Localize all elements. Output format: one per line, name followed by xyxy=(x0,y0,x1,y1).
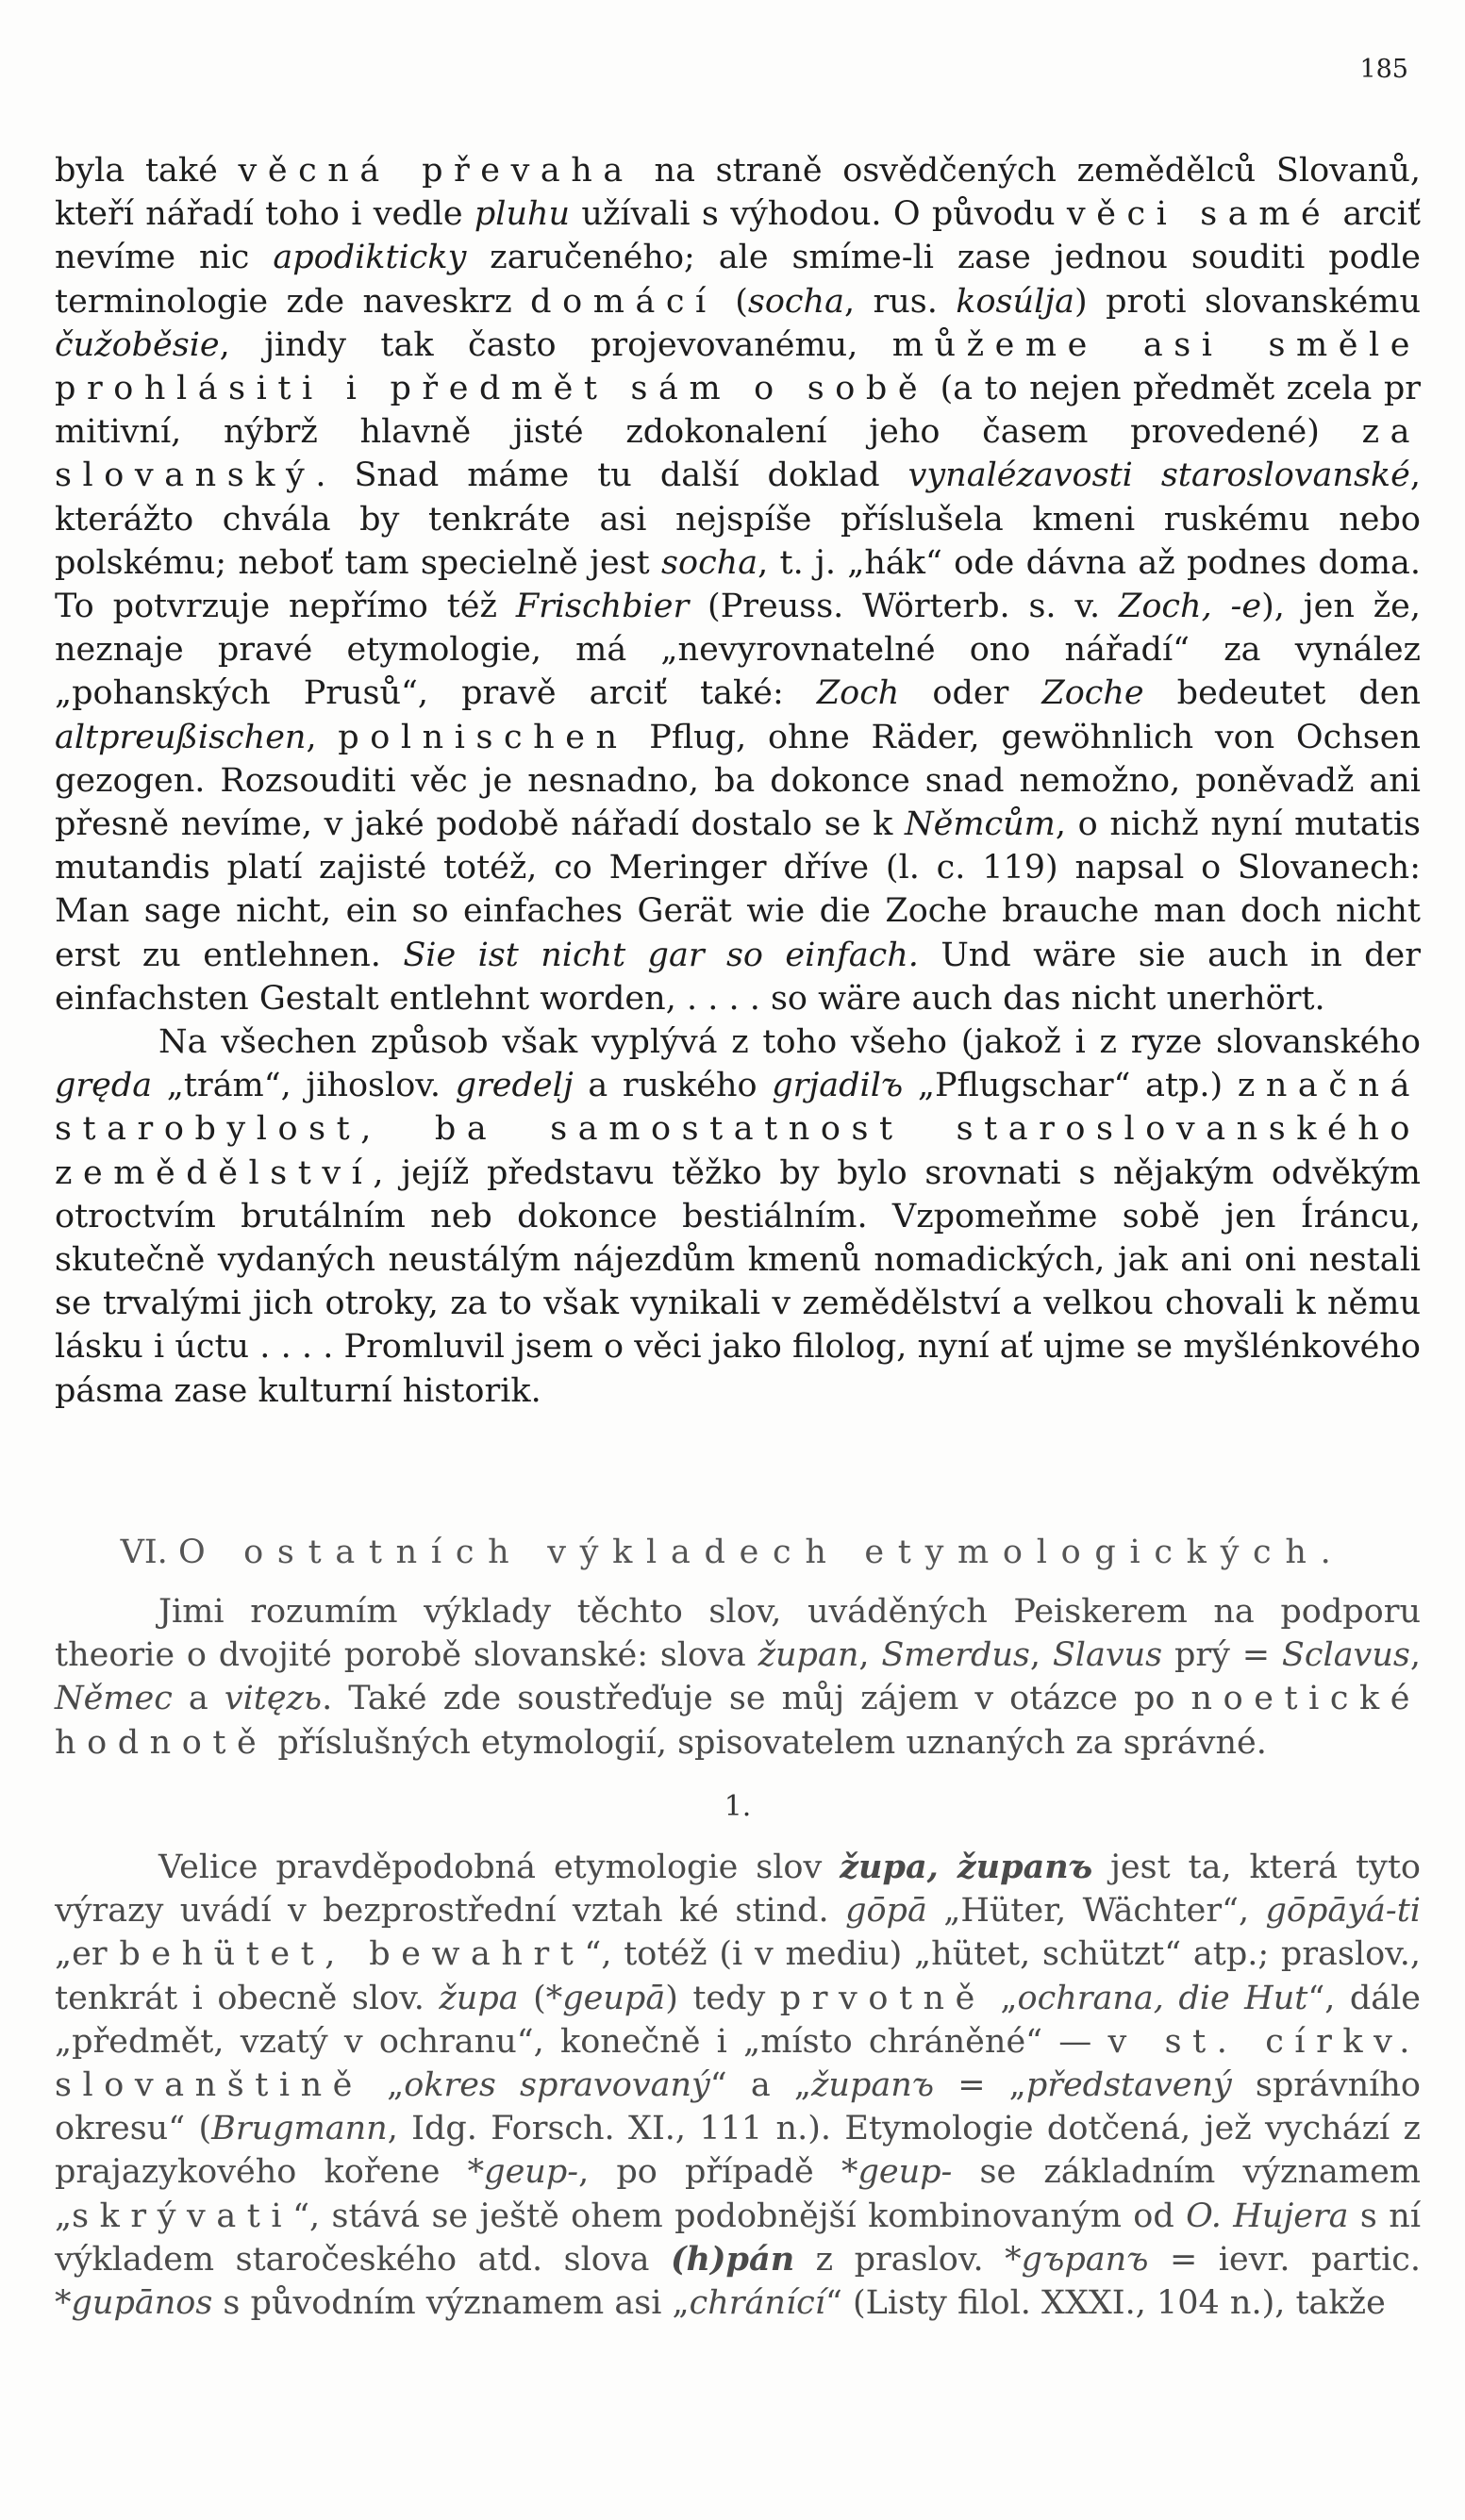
text-run: , xyxy=(306,718,339,756)
spaced-emphasis: věcná převaha xyxy=(238,152,634,190)
italic-term: župan xyxy=(757,1636,859,1675)
section-title: O ostatních výkladech etymologických. xyxy=(177,1534,1345,1571)
italic-term: Zoch xyxy=(816,674,900,713)
spaced-emphasis: značná starobylost, ba samostatnost staroslovanského zemědělství xyxy=(55,1067,1422,1192)
text-run: příslušných etymologií, spisovatelem uznaných za správné. xyxy=(267,1723,1267,1762)
italic-term: Zoch, -e xyxy=(1119,588,1262,626)
text-run: Und wäre sie auch in der einfachsten Gestalt entlehnt worden, . . . . so wäre auch das nicht unerhört. xyxy=(55,936,1421,1018)
text-run: Velice pravděpodobná etymologie slov xyxy=(158,1849,841,1887)
spaced-emphasis: můžeme asi směle prohlásiti i předmět sám o sobě xyxy=(55,325,1421,408)
spaced-emphasis: za slovanský xyxy=(55,413,1421,495)
spaced-emphasis: polnischen xyxy=(338,718,628,756)
text-run: = ievr. partic. * xyxy=(55,2240,1421,2323)
text-run: s původním významem asi „ xyxy=(212,2284,690,2323)
italic-term: pluhu xyxy=(474,195,571,234)
italic-term: geup- xyxy=(484,2153,579,2192)
italic-term: představený xyxy=(1025,2066,1232,2105)
text-run: prý = xyxy=(1162,1636,1282,1675)
italic-term: O. Hujera xyxy=(1186,2197,1349,2235)
italic-term: Smerdus xyxy=(881,1636,1030,1675)
text-run: “, totéž (i v mediu) „hütet, schützt“ atp.; praslov., tenkrát i obecně slov. xyxy=(55,1935,1422,2017)
text-run: , Idg. Forsch. XI., 111 n.). Etymologie dotčená, jež vychází z prajazykového kořene * xyxy=(55,2110,1421,2192)
spaced-emphasis: domácí xyxy=(530,282,717,321)
spaced-emphasis: prvotně xyxy=(779,1979,986,2017)
paragraph-4 xyxy=(55,1846,1421,2325)
text-run: bedeutet den xyxy=(1143,674,1421,713)
italic-term: županъ xyxy=(810,2066,935,2105)
paragraph-2 xyxy=(55,1020,1421,1413)
text-run: , o nichž nyní mutatis mutandis platí zajisté totéž, co Meringer dříve (l. c. 119) napsal o Slovanech: Man sage nicht, ein so einfaches Gerät wie die Zoche brauche man doch nicht erst zu entlehnen. xyxy=(55,805,1421,974)
text-run: na straně osvědčených zemědělců Slovanů, kteří nářadí toho i vedle xyxy=(55,152,1422,234)
text-run: ) tedy xyxy=(665,1979,780,2017)
text-run: (* xyxy=(518,1979,563,2017)
italic-term: altpreußischen xyxy=(55,718,307,756)
text-run: „ xyxy=(362,2066,405,2105)
text-run: ), jen že, neznaje pravé etymologie, má „nevyrovnatelné ono nářadí“ za vynález „pohanských Prusů“, pravě arciť také: xyxy=(55,588,1422,713)
text-run: Na všechen způsob však vyplývá z toho všeho (jakož i z ryze slovanského xyxy=(158,1023,1421,1062)
italic-term: vitęzь xyxy=(224,1680,323,1718)
section-text xyxy=(55,1590,1421,2325)
text-run: správního okresu“ ( xyxy=(55,2066,1421,2148)
text-run: „Hüter, Wächter“, xyxy=(926,1892,1266,1931)
bold-italic-term: (h)pán xyxy=(670,2239,795,2279)
text-run: . Také zde soustřeďuje se můj zájem v otázce po xyxy=(322,1680,1191,1718)
text-run: s ní výkladem staročeského atd. slova xyxy=(55,2197,1422,2279)
italic-term: geupā xyxy=(562,1979,666,2017)
italic-term: chránící xyxy=(689,2284,825,2323)
section-heading xyxy=(0,1534,1465,1571)
text-run: , po případě * xyxy=(578,2153,858,2192)
italic-term: apodikticky xyxy=(273,239,467,277)
text-run: = „ xyxy=(934,2066,1026,2105)
text-run: ) proti slovanskému xyxy=(1074,282,1421,321)
text-run: z praslov. * xyxy=(794,2240,1022,2279)
italic-term: gręda xyxy=(55,1067,153,1105)
italic-term: gōpāyá-ti xyxy=(1265,1892,1422,1931)
italic-term: Frischbier xyxy=(515,588,690,626)
text-run: užívali s výhodou. O původu xyxy=(570,195,1067,234)
text-run: jest ta, která tyto výrazy uvádí v bezprostřední vztah ké stind. xyxy=(55,1849,1421,1931)
text-run: , jejíž představu těžko by bylo srovnati s nějakým odvěkým otroctvím brutálním neb dokonce bestiálním. Vzpomeňme sobě jen Íráncu, skutečně vydaných neustálým nájezdům kmenů nomadických, jak ani oni nestali se trvalými jich otroky, za to však vynikali v zemědělství a velkou chovali k němu lásku i úctu . . . . Promluvil jsem o věci jako filolog, nyní ať ujme se myšlénkového pásma zase kulturní historik. xyxy=(55,1153,1421,1410)
text-run: byla také xyxy=(55,152,239,190)
text-run: oder xyxy=(899,674,1042,713)
text-run: a xyxy=(172,1680,225,1718)
spaced-emphasis: v st. církv. slovanštině xyxy=(55,2022,1421,2105)
italic-term: okres spravovaný xyxy=(404,2066,710,2105)
text-run: “ (Listy filol. XXXI., 104 n.), takže xyxy=(824,2284,1386,2323)
italic-term: socha xyxy=(661,543,758,582)
text-run: zaručeného; ale smíme-li zase jednou souditi podle terminologie zde naveskrz xyxy=(55,239,1421,321)
italic-term: socha xyxy=(747,282,844,321)
italic-term: Němec xyxy=(55,1680,173,1718)
text-run: , jindy tak často projevovanému, xyxy=(219,325,892,364)
text-run: , xyxy=(858,1636,882,1675)
italic-term: Němcům xyxy=(904,805,1056,844)
text-run: „trám“, jihoslov. xyxy=(152,1067,456,1105)
italic-term: vynalézavosti staroslovanské xyxy=(907,456,1410,495)
text-run: „Pflugschar“ atp.) xyxy=(903,1067,1238,1105)
spaced-emphasis: behütet, bewahrt xyxy=(119,1935,585,1974)
italic-term: Brugmann xyxy=(211,2110,388,2148)
text-run: , xyxy=(1029,1636,1053,1675)
text-run: (Preuss. Wörterb. s. v. xyxy=(689,588,1120,626)
italic-term: Sie ist nicht gar so einfach. xyxy=(403,936,919,974)
spaced-emphasis: věci samé xyxy=(1066,195,1332,234)
text-run: ( xyxy=(716,282,748,321)
bold-italic-term: župa, županъ xyxy=(840,1848,1093,1887)
text-run: „ xyxy=(985,1979,1018,2017)
spaced-emphasis: noetické hodnotě xyxy=(55,1680,1422,1762)
text-run: “, stává se ještě ohem podobnější kombinovaným od xyxy=(292,2197,1187,2235)
italic-term: gredelj xyxy=(455,1067,574,1105)
text-run: se základním významem „ xyxy=(55,2153,1421,2235)
italic-term: gupānos xyxy=(71,2284,213,2323)
text-run: Jimi rozumím výklady těchto slov, uváděných Peiskerem na podporu theorie o dvojité porobě slovanské: slova xyxy=(55,1593,1421,1675)
text-run: „er xyxy=(55,1935,120,1974)
text-run: arciť nevíme nic xyxy=(55,195,1421,277)
italic-term: gōpā xyxy=(845,1892,927,1931)
italic-term: grjadilъ xyxy=(772,1067,904,1105)
paragraph-1 xyxy=(55,149,1421,1020)
text-run: a ruského xyxy=(573,1067,773,1105)
paragraph-3 xyxy=(55,1590,1421,1765)
italic-term: gеup- xyxy=(857,2153,953,2192)
text-run: Pflug, ohne Räder, gewöhnlich von Ochsen gezogen. Rozsouditi věc je nesnadno, ba dokonce snad nemožno, poněvadž ani přesně nevíme, v jaké podobě nářadí dostalo se k xyxy=(55,718,1421,844)
text-run: “, dále „předmět, vzatý v ochranu“, konečně i „místo chráněné“ — xyxy=(55,1979,1421,2061)
text-run: (a to nejen předmět zcela pr mitivní, nýbrž hlavně jisté zdokonalení jeho časem provedené) xyxy=(55,370,1421,452)
italic-term: kosúlja xyxy=(956,282,1074,321)
italic-term: gъpanъ xyxy=(1021,2240,1149,2279)
italic-term: Sclavus xyxy=(1281,1636,1410,1675)
italic-term: Slavus xyxy=(1052,1636,1163,1675)
section-numeral: VI. xyxy=(120,1534,168,1571)
italic-term: ochrana, die Hut xyxy=(1017,1979,1308,2017)
text-run: , t. j. „hák“ ode dávna až podnes doma. To potvrzuje nepřímo též xyxy=(55,543,1421,626)
text-run: , rus. xyxy=(843,282,957,321)
spaced-emphasis: skrývati xyxy=(72,2197,293,2235)
italic-term: čužoběsie xyxy=(55,325,220,364)
page-number: 185 xyxy=(1359,55,1408,84)
italic-term: župa xyxy=(439,1979,519,2017)
text-run: , kterážto chvála by tenkráte asi nejspíše příslušela kmeni ruskému nebo polskému; neboť tam specielně jest xyxy=(55,456,1421,582)
text-run: “ a „ xyxy=(709,2066,811,2105)
italic-term: Zoche xyxy=(1041,674,1144,713)
subsection-numeral: 1. xyxy=(724,1789,752,1823)
main-text xyxy=(55,149,1421,1413)
text-run: , xyxy=(1409,1636,1421,1675)
text-run: . Snad máme tu další doklad xyxy=(315,456,908,495)
